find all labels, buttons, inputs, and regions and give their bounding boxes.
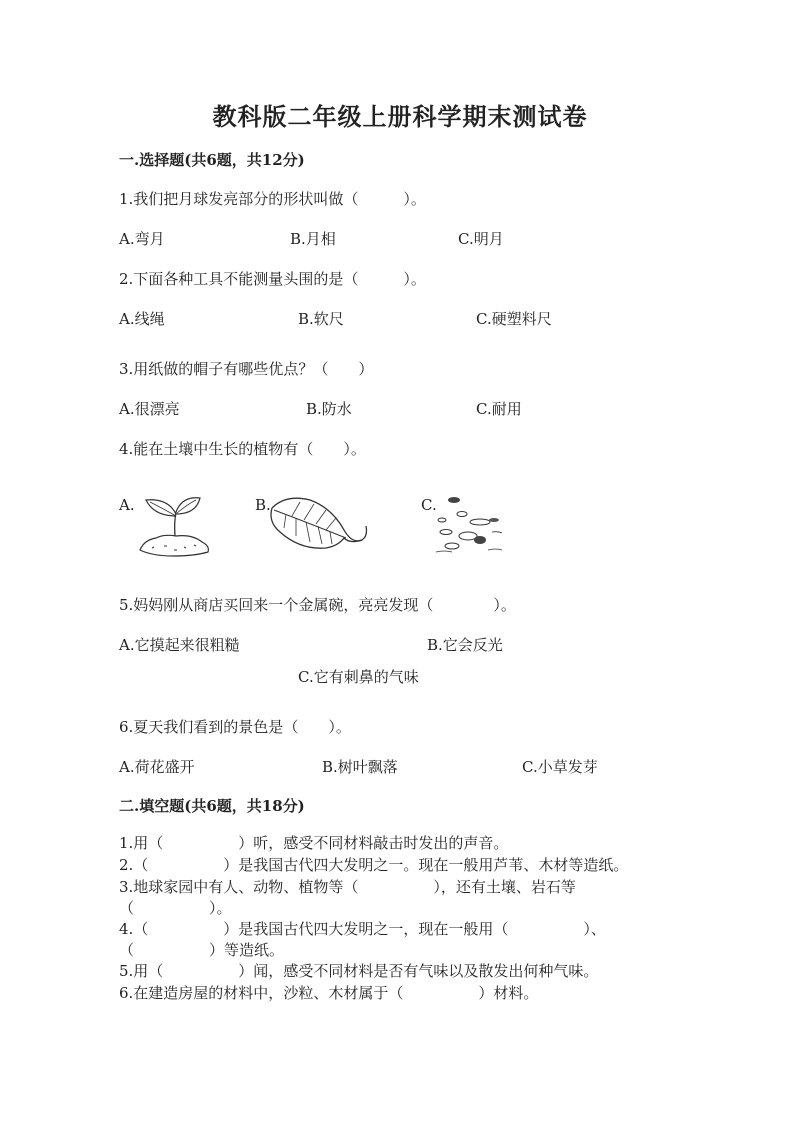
q4-option-a: A. — [119, 496, 135, 514]
q2-option-c: C.硬塑料尺 — [476, 310, 552, 328]
q1-option-a: A.弯月 — [119, 230, 165, 248]
question-1: 1.我们把月球发亮部分的形状叫做（ ）。 — [119, 190, 426, 208]
fill-line: （ ）等造纸。 — [119, 941, 285, 959]
q6-option-b: B.树叶飘落 — [322, 758, 398, 776]
q5-option-c: C.它有刺鼻的气味 — [298, 668, 419, 686]
q5-option-a: A.它摸起来很粗糙 — [119, 636, 240, 654]
q6-option-a: A.荷花盛开 — [119, 758, 195, 776]
fill-line: （ ）。 — [119, 899, 232, 917]
q6-option-c: C.小草发芽 — [522, 758, 598, 776]
fill-line: 2.（ ）是我国古代四大发明之一。现在一般用芦苇、木材等造纸。 — [119, 856, 629, 874]
q3-option-c: C.耐用 — [476, 400, 522, 418]
sprout-image — [134, 490, 216, 562]
q2-option-a: A.线绳 — [119, 310, 165, 328]
q3-option-b: B.防水 — [306, 400, 352, 418]
question-2: 2.下面各种工具不能测量头围的是（ ）。 — [119, 270, 426, 288]
floating-plant-image — [432, 492, 518, 556]
q2-option-b: B.软尺 — [298, 310, 344, 328]
fill-line: 4.（ ）是我国古代四大发明之一，现在一般用（ ）、 — [119, 920, 606, 938]
question-4: 4.能在土壤中生长的植物有（ ）。 — [119, 440, 366, 458]
section1-heading: 一.选择题(共6题，共12分) — [119, 151, 305, 169]
fallen-leaf-image — [266, 492, 372, 558]
page-title: 教科版二年级上册科学期末测试卷 — [212, 102, 588, 131]
fill-line: 1.用（ ）听，感受不同材料敲击时发出的声音。 — [119, 834, 509, 852]
section2-heading: 二.填空题(共6题，共18分) — [119, 797, 305, 815]
q5-option-b: B.它会反光 — [427, 636, 503, 654]
q4-option-b: B. — [255, 496, 271, 514]
q3-option-a: A.很漂亮 — [119, 400, 180, 418]
q1-option-c: C.明月 — [458, 230, 504, 248]
q4-option-c: C. — [421, 496, 437, 514]
fill-line: 5.用（ ）闻，感受不同材料是否有气味以及散发出何种气味。 — [119, 962, 599, 980]
fill-line: 6.在建造房屋的材料中，沙粒、木材属于（ ）材料。 — [119, 984, 539, 1002]
question-3: 3.用纸做的帽子有哪些优点？（ ） — [119, 360, 374, 378]
q1-option-b: B.月相 — [290, 230, 336, 248]
fill-line: 3.地球家园中有人、动物、植物等（ ），还有土壤、岩石等 — [119, 878, 576, 896]
question-5: 5.妈妈刚从商店买回来一个金属碗，亮亮发现（ ）。 — [119, 596, 516, 614]
question-6: 6.夏天我们看到的景色是（ ）。 — [119, 718, 351, 736]
